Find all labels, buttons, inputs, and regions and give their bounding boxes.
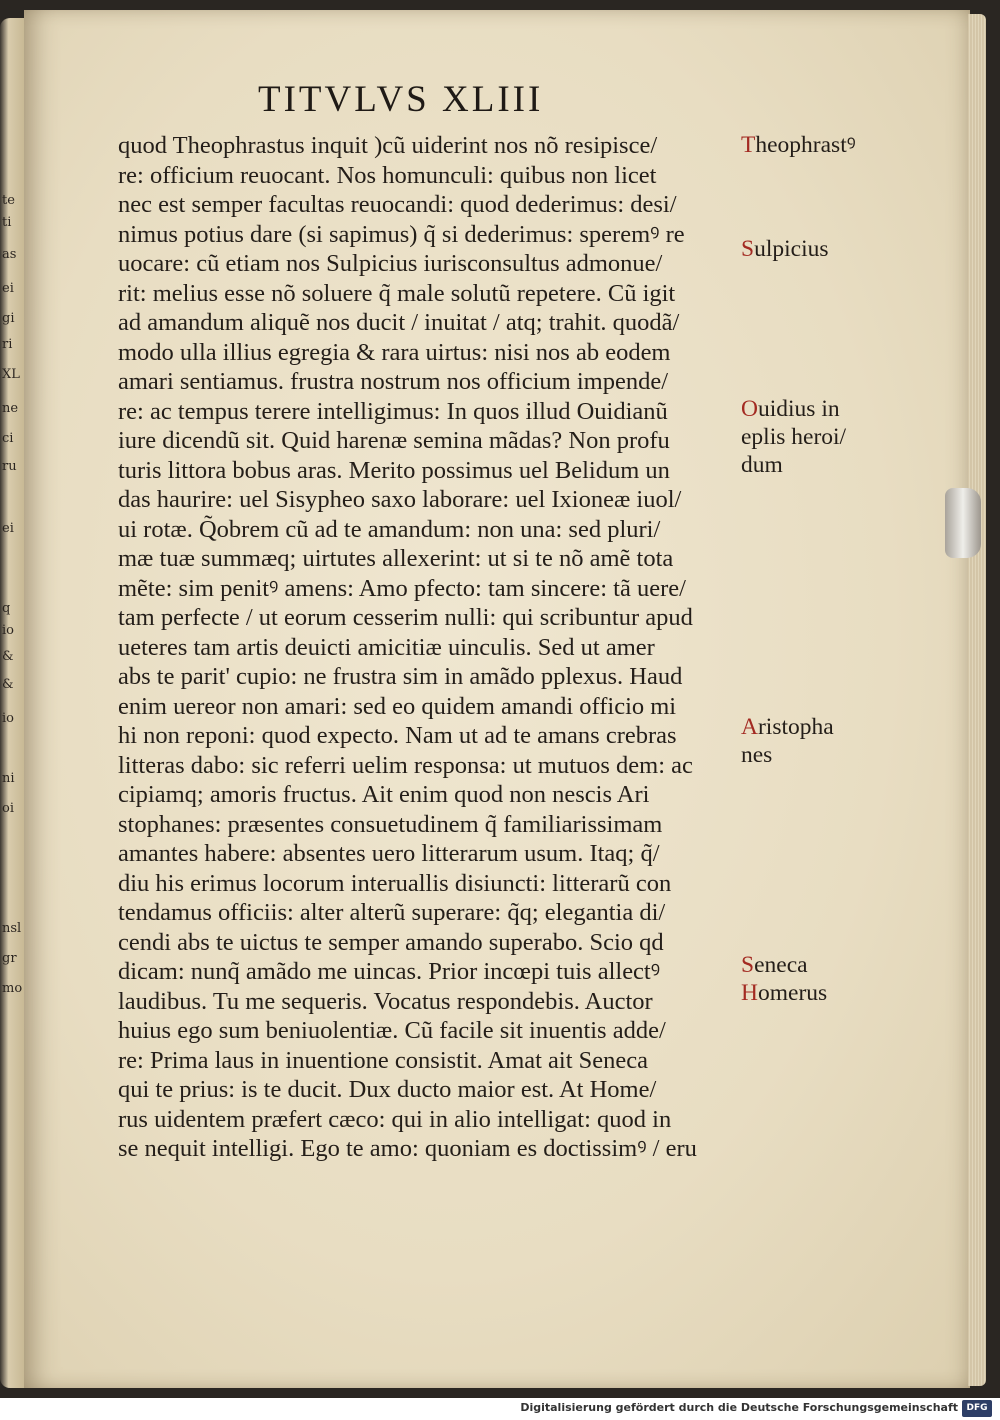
text-line: mẽte: sim penitꝰ amens: Amo pfecto: tam sincere: tã uere/ bbox=[118, 574, 686, 602]
left-fragment: & bbox=[2, 677, 14, 692]
text-line: se nequit intelligi. Ego te amo: quoniam es doctissimꝰ / eru bbox=[118, 1135, 697, 1162]
text-line: das haurire: uel Sisypheo saxo laborare: uel Ixioneæ iuol/ bbox=[118, 486, 682, 513]
text-line: modo ulla illius egregia & rara uirtus: nisi nos ab eodem bbox=[118, 338, 671, 366]
margin-note-aristophanes bbox=[741, 713, 834, 743]
text-line: stophanes: præsentes consuetudinem q̃ familiarissimam bbox=[118, 810, 663, 838]
text-line: cendi abs te uictus te semper amando superabo. Scio qd bbox=[118, 928, 664, 956]
text-line: tam perfecte / ut eorum cesserim nulli: qui scribuntur apud bbox=[118, 604, 693, 631]
margin-note-text: omerus bbox=[757, 980, 828, 1006]
left-fragment: ru bbox=[2, 459, 17, 474]
funding-credit: Digitalisierung gefördert durch die Deutsche Forschungsgemeinschaft bbox=[520, 1401, 958, 1414]
text-line: quod Theophrastus inquit )cũ uiderint nos nõ resipisce/ bbox=[118, 132, 658, 159]
text-line: huius ego sum beniuolentiæ. Cũ facile sit inuentis adde/ bbox=[118, 1017, 666, 1044]
text-line: re: ac tempus terere intelligimus: In quos illud Ouidianũ bbox=[118, 397, 668, 425]
dfg-logo-icon: DFG bbox=[962, 1400, 992, 1417]
left-fragment: & bbox=[2, 649, 14, 664]
text-line: hi non reponi: quod expecto. Nam ut ad te amans crebras bbox=[118, 722, 677, 749]
text-line: cipiamq; amoris fructus. Ait enim quod non nescis Ari bbox=[118, 781, 650, 808]
text-line: amari sentiamus. frustra nostrum nos officium impende/ bbox=[118, 368, 669, 395]
left-fragment: nsl bbox=[2, 921, 22, 936]
rubric-initial: H bbox=[741, 980, 758, 1006]
left-fragment: ri bbox=[2, 337, 13, 352]
margin-note-text: heophrastꝰ bbox=[755, 132, 856, 158]
text-line: rit: melius esse nõ soluere q̃ male solutũ repetere. Cũ igit bbox=[118, 279, 676, 307]
text-line: ad amandum aliquẽ nos ducit / inuitat / atq; trahit. quodã/ bbox=[118, 309, 680, 336]
margin-note-ouidius bbox=[741, 395, 840, 425]
text-line: abs te parit' cupio: ne frustra sim in amãdo pplexus. Haud bbox=[118, 663, 683, 690]
margin-note-text: dum bbox=[741, 452, 783, 478]
text-line: uocare: cũ etiam nos Sulpicius iurisconsultus admonue/ bbox=[118, 250, 663, 277]
margin-note-sulpicius bbox=[741, 235, 829, 265]
page-edges bbox=[968, 14, 986, 1386]
text-line: diu his erimus locorum interuallis disiuncti: litterarũ con bbox=[118, 869, 672, 897]
text-line: mæ tuæ summæq; uirtutes allexerint: ut si te nõ amẽ tota bbox=[118, 545, 674, 572]
rubric-initial: T bbox=[741, 132, 756, 158]
left-fragment: io bbox=[2, 623, 14, 638]
margin-note-seneca bbox=[741, 951, 808, 981]
margin-note-theophrastus bbox=[741, 131, 856, 161]
margin-note-homerus bbox=[741, 979, 827, 1009]
left-fragment: q bbox=[2, 601, 11, 616]
text-line: re: Prima laus in inuentione consistit. Amat ait Seneca bbox=[118, 1046, 649, 1074]
left-fragment: as bbox=[2, 247, 17, 262]
page-header: TITVLVS XLIII bbox=[258, 79, 544, 120]
margin-note-ouidius-line3 bbox=[741, 451, 783, 481]
text-line: re: officium reuocant. Nos homunculi: quibus non licet bbox=[118, 161, 657, 189]
text-line: ui rotæ. Q̃obrem cũ ad te amandum: non una: sed pluri/ bbox=[118, 515, 661, 543]
left-fragment: XL bbox=[2, 367, 20, 382]
text-line: tendamus officiis: alter alterũ superare: q̃q; elegantia di/ bbox=[118, 899, 666, 926]
margin-note-text: ulpicius bbox=[754, 236, 829, 262]
rubric-initial: O bbox=[741, 396, 758, 422]
left-fragment: gr bbox=[2, 951, 17, 966]
text-line: dicam: nunq̃ amãdo me uincas. Prior incœpi tuis allectꝰ bbox=[118, 958, 661, 985]
left-fragment: mo bbox=[2, 981, 22, 996]
text-line: iure dicendũ sit. Quid harenæ semina mãdas? Non profu bbox=[118, 427, 670, 454]
margin-note-aristophanes-line2 bbox=[741, 741, 772, 771]
text-line: amantes habere: absentes uero litterarum usum. Itaq; q̃/ bbox=[118, 840, 660, 867]
text-line: ueteres tam artis deuicti amicitiæ uinculis. Sed ut amer bbox=[118, 633, 655, 661]
margin-note-text: eneca bbox=[754, 952, 808, 978]
margin-note-text: eplis heroi/ bbox=[741, 424, 847, 450]
text-line: enim uereor non amari: sed eo quidem amandi officio mi bbox=[118, 692, 677, 720]
left-fragment: ci bbox=[2, 431, 14, 446]
margin-note-text: ristopha bbox=[757, 714, 834, 740]
text-line: qui te prius: is te ducit. Dux ducto maior est. At Home/ bbox=[118, 1076, 657, 1103]
book-clamp bbox=[945, 488, 981, 558]
text-line: nec est semper facultas reuocandi: quod dederimus: desi/ bbox=[118, 191, 677, 218]
left-fragment: oi bbox=[2, 801, 14, 816]
left-fragment: gi bbox=[2, 311, 15, 326]
rubric-initial: S bbox=[741, 952, 755, 978]
left-fragment: ei bbox=[2, 281, 14, 296]
margin-note-text: nes bbox=[741, 742, 773, 768]
left-fragment: ni bbox=[2, 771, 15, 786]
left-fragment: ti bbox=[2, 215, 12, 230]
margin-note-text: uidius in bbox=[757, 396, 840, 422]
text-line: litteras dabo: sic referri uelim responsa: ut mutuos dem: ac bbox=[118, 751, 693, 779]
rubric-initial: A bbox=[741, 714, 758, 740]
margin-note-ouidius-line2 bbox=[741, 423, 846, 453]
left-fragment: ne bbox=[2, 401, 19, 416]
body-text bbox=[118, 131, 738, 1164]
text-line: laudibus. Tu me sequeris. Vocatus respondebis. Auctor bbox=[118, 987, 653, 1015]
rubric-initial: S bbox=[741, 236, 755, 262]
left-fragment: te bbox=[2, 193, 15, 208]
left-fragment: ei bbox=[2, 521, 14, 536]
text-line: rus uidentem præfert cæco: qui in alio intelligat: quod in bbox=[118, 1105, 672, 1133]
text-line: turis littora bobus aras. Merito possimus uel Belidum un bbox=[118, 456, 670, 484]
text-line: nimus potius dare (si sapimus) q̃ si dederimus: speremꝰ re bbox=[118, 220, 685, 248]
left-fragment: io bbox=[2, 711, 14, 726]
footer-bar bbox=[0, 1398, 1000, 1420]
